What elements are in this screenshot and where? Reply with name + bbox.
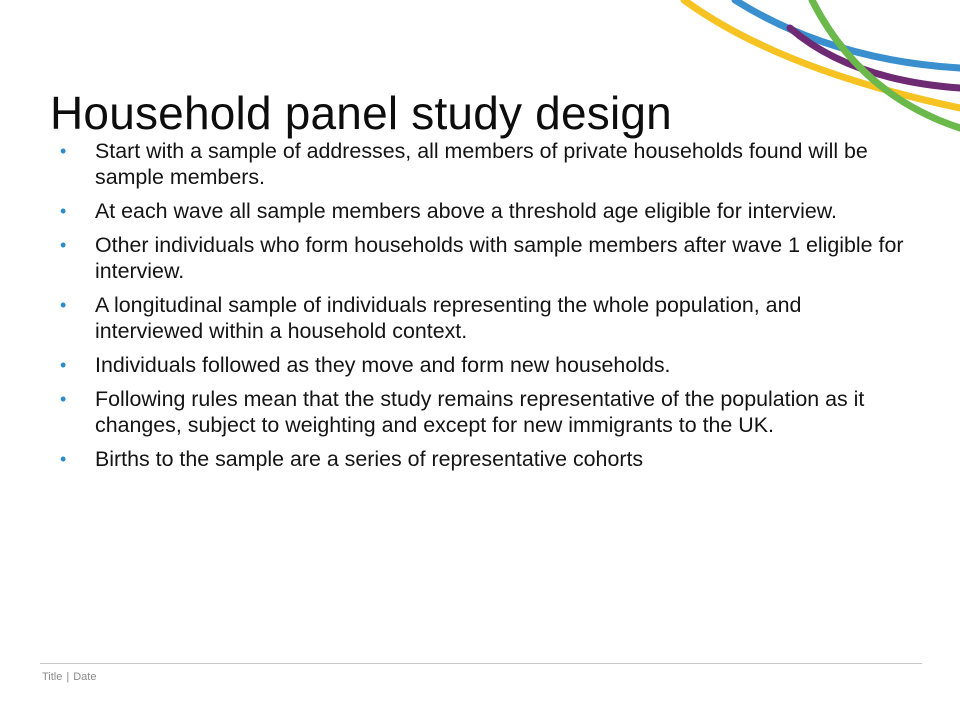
bullet-text: Following rules mean that the study remains representative of the population as it changes, subject to weighting and except for new immigrants to the UK.: [95, 387, 865, 437]
footer: [42, 670, 96, 684]
bullet-icon: •: [60, 389, 67, 409]
footer-separator: |: [66, 671, 70, 683]
bullet-icon: •: [60, 141, 67, 161]
bullet-item: [60, 292, 915, 344]
bullet-item: [60, 232, 915, 284]
bullet-icon: •: [60, 355, 67, 375]
bullet-text: Start with a sample of addresses, all members of private households found will be sample members.: [95, 139, 868, 189]
bullet-list: [60, 138, 915, 480]
bullet-icon: •: [60, 235, 67, 255]
bullet-text: Individuals followed as they move and form new households.: [95, 353, 671, 377]
bullet-icon: •: [60, 201, 67, 221]
bullet-text: Births to the sample are a series of representative cohorts: [95, 447, 644, 471]
bullet-item: [60, 198, 915, 224]
bullet-item: [60, 352, 915, 378]
bullet-icon: •: [60, 295, 67, 315]
bullet-text: Other individuals who form households with sample members after wave 1 eligible for interview.: [95, 233, 904, 283]
footer-divider: [40, 663, 922, 664]
bullet-item: [60, 446, 915, 472]
bullet-text: A longitudinal sample of individuals representing the whole population, and interviewed within a household context.: [95, 293, 802, 343]
bullet-text: At each wave all sample members above a threshold age eligible for interview.: [95, 199, 837, 223]
bullet-icon: •: [60, 449, 67, 469]
bullet-item: [60, 386, 915, 438]
slide-title: Household panel study design: [50, 86, 672, 139]
footer-title: Title: [42, 671, 63, 683]
bullet-item: [60, 138, 915, 190]
footer-date: Date: [73, 671, 97, 683]
